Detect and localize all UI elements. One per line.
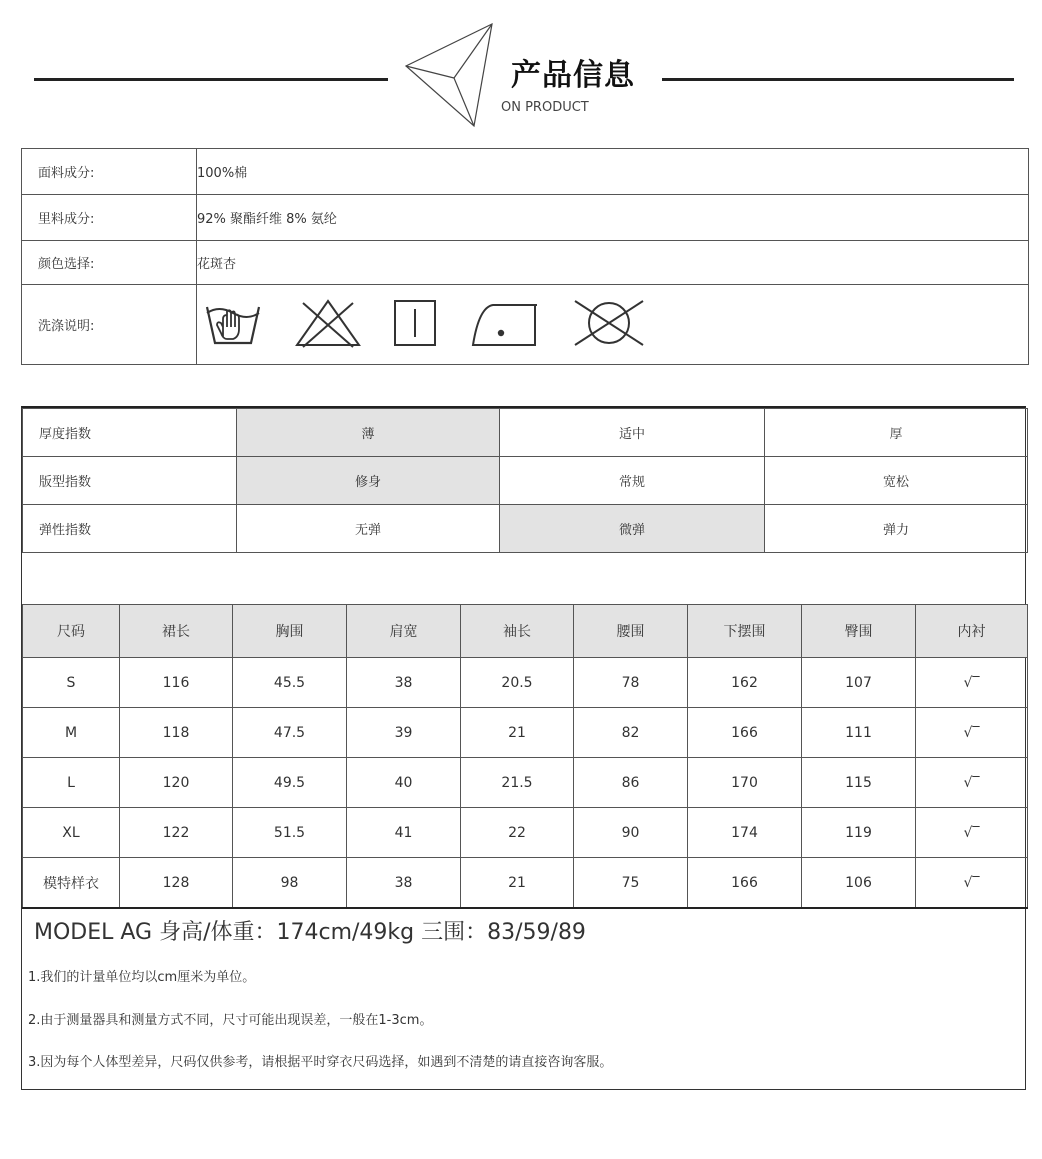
table-cell: 47.5 [233,708,347,758]
no-dry-clean-icon [569,297,649,353]
index-label: 厚度指数 [23,409,237,457]
index-option: 弹力 [765,505,1028,553]
table-cell: 90 [574,808,688,858]
size-cell: XL [23,808,120,858]
section-subtitle: ON PRODUCT [501,100,589,115]
table-cell: 38 [347,658,461,708]
header-divider-left [34,78,388,81]
table-cell: 20.5 [461,658,574,708]
table-cell: 106 [802,858,916,909]
table-cell: 166 [688,708,802,758]
table-cell: 75 [574,858,688,909]
column-header: 腰围 [574,605,688,658]
table-cell: 115 [802,758,916,808]
lining-check: √‾ [916,758,1028,808]
info-row [22,285,1029,365]
model-measurements: MODEL AG 身高/体重：174cm/49kg 三围：83/59/89 [34,920,586,945]
info-label: 面料成分: [22,149,197,195]
index-option: 厚 [765,409,1028,457]
table-row [23,808,1028,858]
size-cell: L [23,758,120,808]
size-cell: M [23,708,120,758]
header-divider-right [662,78,1014,81]
lining-check: √‾ [916,808,1028,858]
table-cell: 120 [120,758,233,808]
index-option-selected: 薄 [237,409,500,457]
index-label: 弹性指数 [23,505,237,553]
wash-instructions [197,285,1029,365]
column-header: 尺码 [23,605,120,658]
product-info-table [21,148,1029,365]
size-note: 2.由于测量器具和测量方式不同，尺寸可能出现误差，一般在1-3cm。 [28,1013,433,1028]
info-row [22,241,1029,285]
index-option: 常规 [500,457,765,505]
table-cell: 38 [347,858,461,909]
table-cell: 39 [347,708,461,758]
column-header: 肩宽 [347,605,461,658]
table-cell: 98 [233,858,347,909]
table-cell: 45.5 [233,658,347,708]
table-row [23,708,1028,758]
table-cell: 21.5 [461,758,574,808]
lining-check: √‾ [916,858,1028,909]
info-label: 里料成分: [22,195,197,241]
lining-check: √‾ [916,658,1028,708]
size-cell: 模特样衣 [23,858,120,909]
info-value: 花斑杏 [197,241,1029,285]
table-cell: 107 [802,658,916,708]
table-row [23,758,1028,808]
table-cell: 40 [347,758,461,808]
info-value: 100%棉 [197,149,1029,195]
table-row [23,658,1028,708]
index-option: 无弹 [237,505,500,553]
column-header: 胸围 [233,605,347,658]
index-option-selected: 微弹 [500,505,765,553]
table-cell: 41 [347,808,461,858]
info-label: 洗涤说明: [22,285,197,365]
size-cell: S [23,658,120,708]
lining-check: √‾ [916,708,1028,758]
tumble-dry-line-icon [393,297,437,353]
table-row [23,858,1028,909]
section-title: 产品信息 [511,58,635,93]
table-cell: 51.5 [233,808,347,858]
table-cell: 162 [688,658,802,708]
iron-low-icon [467,297,539,353]
table-cell: 128 [120,858,233,909]
table-cell: 82 [574,708,688,758]
table-cell: 118 [120,708,233,758]
thickness-index-row [23,409,1028,457]
size-note: 3.因为每个人体型差异，尺码仅供参考，请根据平时穿衣尺码选择，如遇到不清楚的请直接咨询客服。 [28,1055,613,1070]
triangle-logo-icon [402,22,494,130]
table-cell: 119 [802,808,916,858]
column-header: 臀围 [802,605,916,658]
column-header: 袖长 [461,605,574,658]
table-cell: 21 [461,858,574,909]
size-note: 1.我们的计量单位均以cm厘米为单位。 [28,970,256,985]
index-option-selected: 修身 [237,457,500,505]
hand-wash-icon [203,297,263,353]
table-cell: 21 [461,708,574,758]
index-label: 版型指数 [23,457,237,505]
table-cell: 86 [574,758,688,808]
index-option: 宽松 [765,457,1028,505]
table-cell: 174 [688,808,802,858]
info-row [22,195,1029,241]
size-guide-panel [21,406,1026,1090]
column-header: 裙长 [120,605,233,658]
no-bleach-icon [293,297,363,353]
column-header: 内衬 [916,605,1028,658]
size-chart-table [22,604,1028,909]
info-label: 颜色选择: [22,241,197,285]
table-cell: 170 [688,758,802,808]
table-cell: 122 [120,808,233,858]
size-header-row [23,605,1028,658]
elasticity-index-row [23,505,1028,553]
info-value: 92% 聚酯纤维 8% 氨纶 [197,195,1029,241]
fit-index-table [22,408,1028,553]
table-cell: 49.5 [233,758,347,808]
table-cell: 22 [461,808,574,858]
fit-type-index-row [23,457,1028,505]
table-cell: 116 [120,658,233,708]
column-header: 下摆围 [688,605,802,658]
table-cell: 78 [574,658,688,708]
table-cell: 166 [688,858,802,909]
index-option: 适中 [500,409,765,457]
table-cell: 111 [802,708,916,758]
info-row [22,149,1029,195]
